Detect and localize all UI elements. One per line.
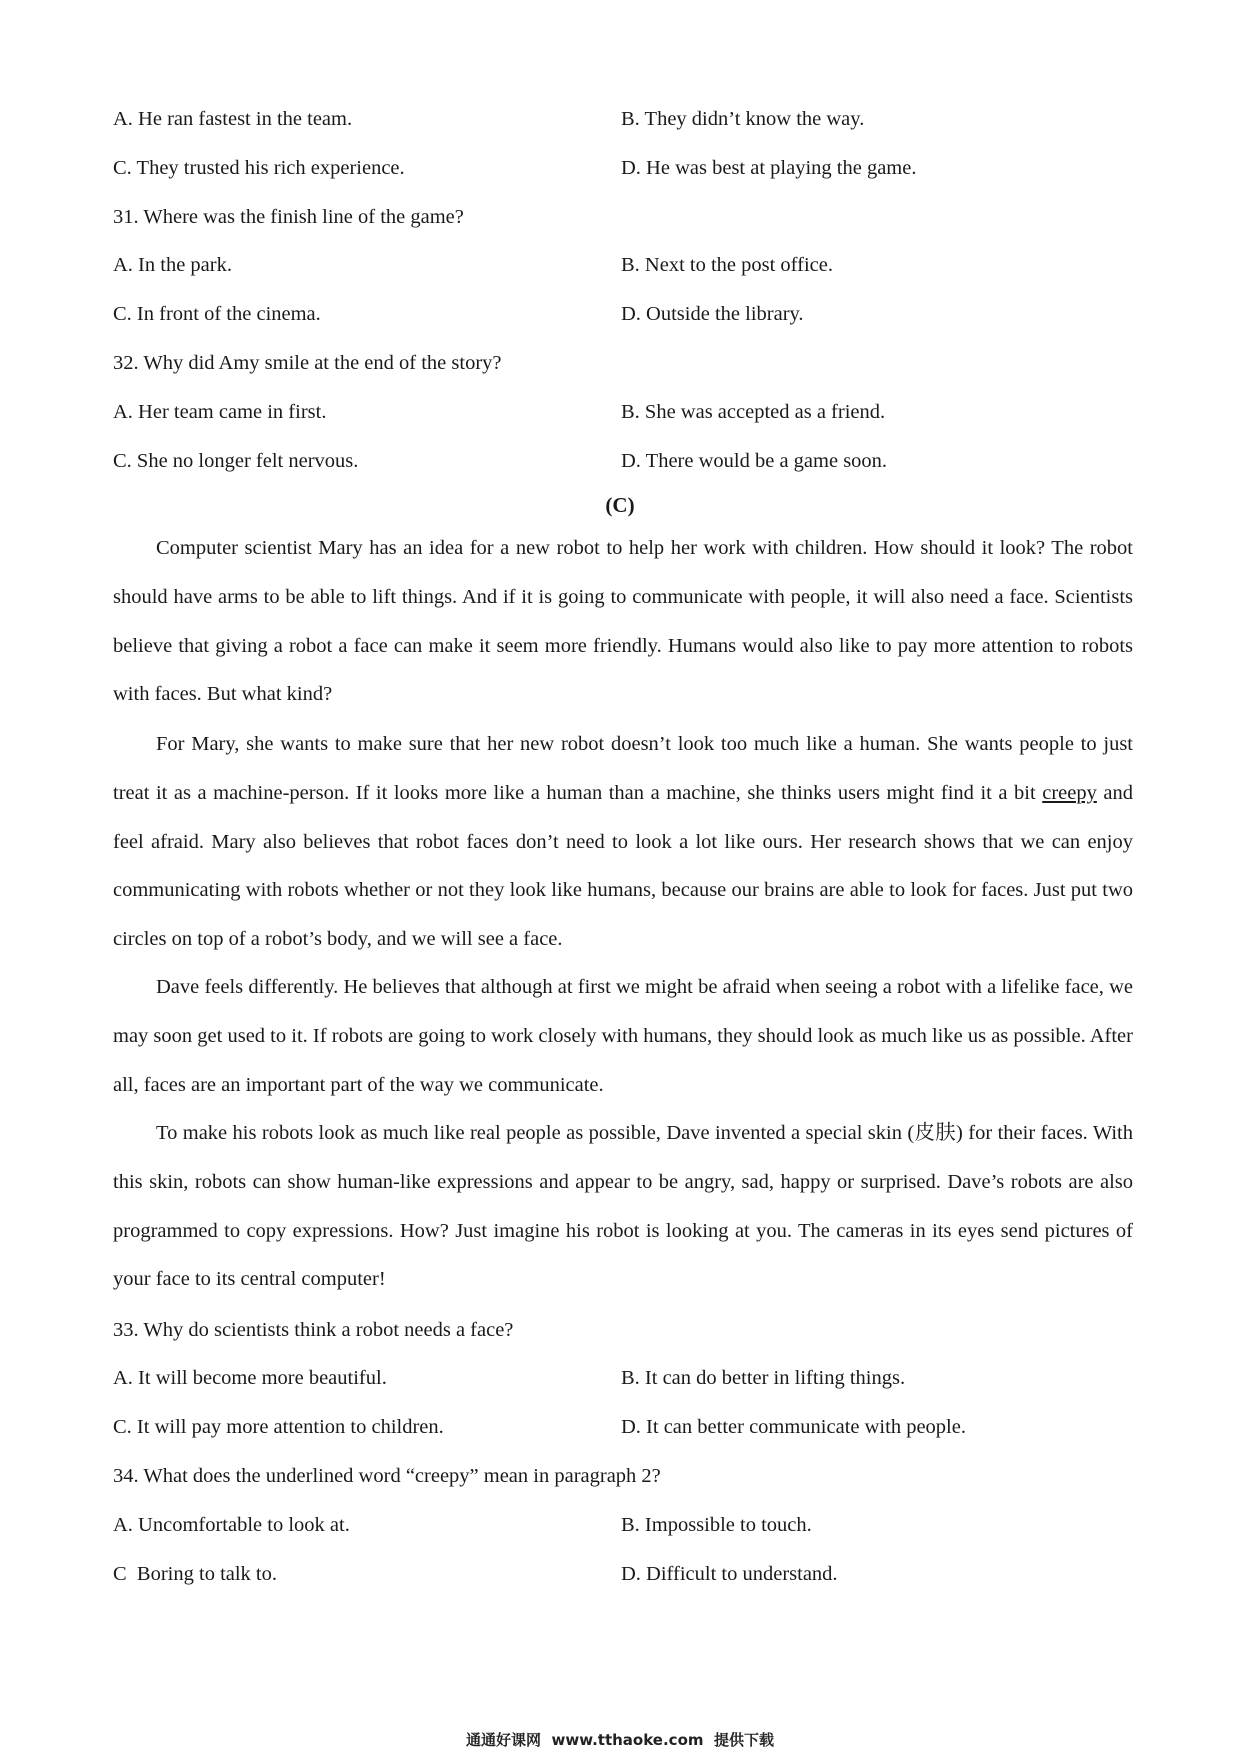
q34-option-c: C Boring to talk to. [113, 1563, 277, 1585]
q34-stem: 34. What does the underlined word “creepy” mean in paragraph 2? [113, 1465, 661, 1487]
q32-stem: 32. Why did Amy smile at the end of the story? [113, 352, 502, 374]
q33-option-a: A. It will become more beautiful. [113, 1367, 387, 1389]
section-heading: (C) [605, 493, 635, 517]
q30-option-a: A. He ran fastest in the team. [113, 108, 353, 130]
page-footer: 通通好课网 www.tthaoke.com 提供下载 [466, 1731, 774, 1749]
q33-option-d: D. It can better communicate with people. [621, 1416, 966, 1438]
q34-option-a: A. Uncomfortable to look at. [113, 1514, 350, 1536]
q34-option-d: D. Difficult to understand. [621, 1563, 838, 1585]
q32-option-a: A. Her team came in first. [113, 401, 327, 423]
passage-paragraph-4: To make his robots look as much like real people as possible, Dave invented a special skin (皮肤) for their faces. With this skin, robots can show human-like expressions and appear to be angry, sad, happy or surprised. Dave’s robots are also programmed to copy expressions. How? Just imagine his robot is looking at you. The cameras in its eyes send pictures of your face to its central computer! [113, 1122, 1133, 1291]
q30-option-b: B. They didn’t know the way. [621, 108, 865, 130]
q31-option-c: C. In front of the cinema. [113, 303, 321, 325]
underlined-word: creepy [1042, 781, 1097, 804]
q31-stem: 31. Where was the finish line of the game? [113, 206, 464, 228]
paragraph-2-text-before: For Mary, she wants to make sure that her new robot doesn’t look too much like a human. She wants people to just treat it as a machine-person. If it looks more like a human than a machine, she thinks users might find it a bit [113, 733, 1133, 804]
passage-paragraph-1: Computer scientist Mary has an idea for a new robot to help her work with children. How should it look? The robot should have arms to be able to lift things. And if it is going to communicate with people, it will also need a face. Scientists believe that giving a robot a face can make it seem more friendly. Humans would also like to pay more attention to robots with faces. But what kind? [113, 537, 1133, 706]
q33-option-b: B. It can do better in lifting things. [621, 1367, 906, 1389]
q32-option-c: C. She no longer felt nervous. [113, 450, 359, 472]
q31-option-b: B. Next to the post office. [621, 254, 833, 276]
q30-option-c: C. They trusted his rich experience. [113, 157, 405, 179]
passage-paragraph-3: Dave feels differently. He believes that although at first we might be afraid when seeing a robot with a lifelike face, we may soon get used to it. If robots are going to work closely with humans, they should look as much like us as possible. After all, faces are an important part of the way we communicate. [113, 976, 1133, 1096]
paragraph-2-text-after: and feel afraid. Mary also believes that robot faces don’t need to look a lot like ours. Her research shows that we can enjoy communicating with robots whether or not they look like humans, because our brains are able to look for faces. Just put two circles on top of a robot’s body, and we will see a face. [113, 781, 1133, 951]
q33-stem: 33. Why do scientists think a robot needs a face? [113, 1319, 514, 1341]
passage-paragraph-2 [113, 720, 1133, 964]
q33-option-c: C. It will pay more attention to children. [113, 1416, 444, 1438]
q30-option-d: D. He was best at playing the game. [621, 157, 917, 179]
q32-option-b: B. She was accepted as a friend. [621, 401, 886, 423]
q31-option-a: A. In the park. [113, 254, 232, 276]
q34-option-b: B. Impossible to touch. [621, 1514, 812, 1536]
q32-option-d: D. There would be a game soon. [621, 450, 888, 472]
q31-option-d: D. Outside the library. [621, 303, 804, 325]
